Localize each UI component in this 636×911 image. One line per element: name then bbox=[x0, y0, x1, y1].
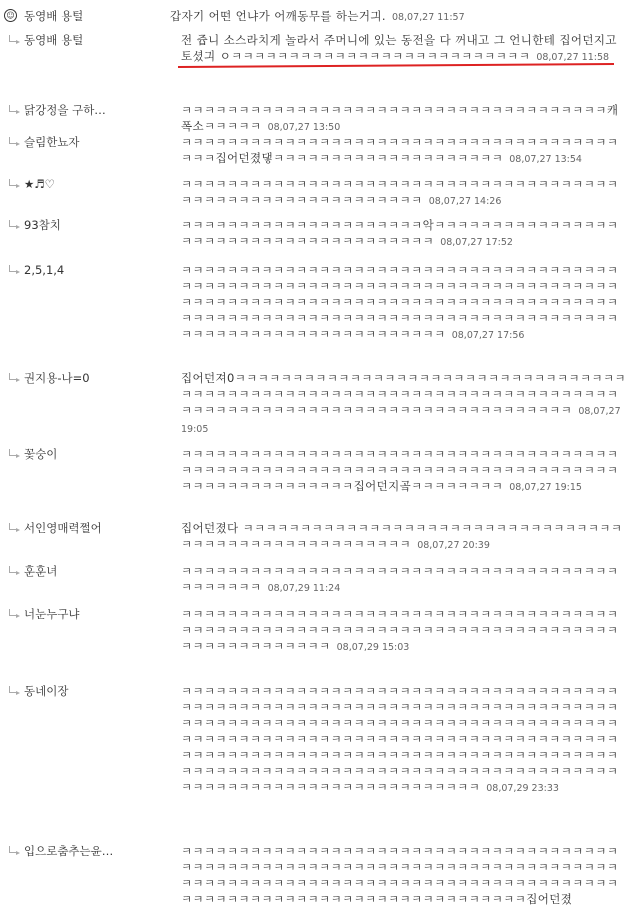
comment-author[interactable]: 2,5,1,4 bbox=[24, 263, 65, 277]
comment-author[interactable]: ★♬♡ bbox=[24, 177, 55, 191]
comment-date: 08,07,27 19:05 bbox=[181, 406, 621, 435]
comment-text: ㅋㅋㅋㅋㅋㅋㅋㅋㅋㅋㅋㅋㅋㅋㅋㅋㅋㅋㅋㅋㅋㅋㅋㅋㅋㅋㅋㅋㅋㅋㅋㅋㅋㅋㅋㅋㅋㅋㅋㅋㅋㅋㅋㅋㅋㅋㅋㅋㅋㅋㅋㅋㅋㅋㅋㅋㅋㅋㅋㅋㅋㅋㅋㅋㅋㅋㅋㅋㅋㅋㅋㅋㅋㅋㅋㅋㅋㅋㅋㅋㅋㅋㅋㅋㅋㅋㅋㅋㅋㅋㅋㅋㅋㅋㅋㅋㅋㅋㅋㅋㅋㅋㅋㅋㅋㅋㅋㅋㅋㅋㅋㅋㅋㅋㅋㅋㅋㅋㅋㅋㅋㅋㅋㅋㅋㅋㅋㅋㅋㅋㅋㅋㅋㅋㅋㅋㅋㅋㅋㅋㅋㅋㅋㅋ집어던졌 bbox=[181, 844, 619, 906]
comment-text: ㅋㅋㅋㅋㅋㅋㅋㅋㅋㅋㅋㅋㅋㅋㅋㅋㅋㅋㅋㅋㅋㅋㅋㅋㅋㅋㅋㅋㅋㅋㅋㅋㅋㅋㅋㅋㅋㅋㅋㅋㅋㅋㅋㅋㅋㅋㅋㅋㅋㅋㅋㅋㅋㅋㅋㅋㅋㅋㅋㅋㅋㅋㅋㅋㅋㅋㅋㅋㅋㅋㅋㅋㅋㅋㅋㅋㅋㅋㅋㅋㅋㅋㅋㅋㅋㅋㅋㅋㅋㅋㅋㅋㅋㅋㅋㅋㅋㅋㅋㅋㅋㅋㅋㅋㅋㅋㅋㅋㅋㅋㅋㅋㅋㅋㅋㅋㅋㅋㅋㅋㅋㅋㅋㅋㅋㅋㅋㅋㅋㅋㅋㅋㅋㅋㅋㅋㅋㅋㅋㅋㅋㅋㅋㅋㅋㅋㅋㅋㅋㅋㅋㅋㅋㅋㅋㅋㅋㅋㅋㅋㅋㅋㅋㅋㅋㅋㅋㅋㅋㅋㅋㅋㅋㅋㅋ bbox=[181, 263, 619, 341]
comment-body bbox=[181, 843, 629, 907]
comment-body bbox=[181, 446, 629, 496]
comment-text: ㅋㅋㅋㅋㅋㅋㅋㅋㅋㅋㅋㅋㅋㅋㅋㅋㅋㅋㅋㅋㅋㅋㅋㅋㅋㅋㅋㅋㅋㅋㅋㅋㅋㅋㅋㅋㅋㅋㅋㅋㅋㅋㅋㅋㅋㅋㅋㅋㅋㅋㅋㅋㅋㅋㅋㅋㅋㅋㅋㅋㅋㅋㅋㅋㅋㅋㅋㅋㅋㅋㅋㅋㅋㅋㅋㅋㅋㅋㅋㅋㅋㅋㅋㅋㅋㅋㅋㅋㅋㅋㅋㅋㅋㅋㅋㅋㅋㅋㅋㅋㅋㅋㅋㅋㅋㅋㅋㅋㅋㅋㅋㅋㅋㅋㅋㅋㅋㅋㅋㅋㅋㅋㅋㅋㅋㅋㅋㅋㅋㅋㅋㅋㅋㅋㅋㅋㅋㅋㅋㅋㅋㅋㅋㅋㅋㅋㅋㅋㅋㅋㅋㅋㅋㅋㅋㅋㅋㅋㅋㅋㅋㅋㅋㅋㅋㅋㅋㅋㅋㅋㅋㅋㅋㅋㅋㅋㅋㅋㅋㅋㅋㅋㅋㅋㅋㅋㅋㅋㅋㅋㅋㅋㅋㅋㅋㅋㅋㅋㅋㅋㅋㅋㅋㅋㅋㅋㅋㅋㅋㅋㅋㅋㅋㅋㅋㅋㅋㅋㅋㅋㅋㅋㅋㅋㅋㅋㅋㅋㅋㅋㅋㅋㅋㅋㅋㅋㅋㅋㅋㅋㅋㅋㅋㅋㅋㅋㅋㅋㅋㅋㅋㅋㅋㅋ bbox=[181, 684, 619, 794]
comment-date: 08,07,29 15:03 bbox=[336, 642, 410, 653]
comment-author[interactable]: 동영배 용털 bbox=[24, 33, 84, 47]
reply-arrow-icon bbox=[9, 566, 16, 573]
comment-body bbox=[181, 102, 629, 136]
circled-glyph-icon: ☺ bbox=[4, 9, 17, 22]
comment-text: ㅋㅋㅋㅋㅋㅋㅋㅋㅋㅋㅋㅋㅋㅋㅋㅋㅋㅋㅋㅋㅋㅋㅋㅋㅋㅋㅋㅋㅋㅋㅋㅋㅋㅋㅋㅋㅋㅋㅋㅋㅋ집어던졌댛ㅋㅋㅋㅋㅋㅋㅋㅋㅋㅋㅋㅋㅋㅋㅋㅋㅋㅋㅋㅋ bbox=[181, 135, 619, 165]
reply-arrow-icon bbox=[9, 105, 16, 112]
comment-author[interactable]: 동네이장 bbox=[24, 684, 69, 698]
reply-arrow-icon bbox=[9, 179, 16, 186]
comment-body bbox=[181, 370, 629, 438]
comment-text: ㅋㅋㅋㅋㅋㅋㅋㅋㅋㅋㅋㅋㅋㅋㅋㅋㅋㅋㅋㅋㅋㅋㅋㅋㅋㅋㅋㅋㅋㅋㅋㅋㅋㅋㅋㅋㅋㅋㅋㅋㅋㅋㅋㅋㅋㅋㅋㅋㅋㅋㅋㅋㅋㅋㅋㅋㅋㅋㅋ bbox=[181, 177, 619, 207]
comment-text: ㅋㅋㅋㅋㅋㅋㅋㅋㅋㅋㅋㅋㅋㅋㅋㅋㅋㅋㅋㅋㅋ악ㅋㅋㅋㅋㅋㅋㅋㅋㅋㅋㅋㅋㅋㅋㅋㅋㅋㅋㅋㅋㅋㅋㅋㅋㅋㅋㅋㅋㅋㅋㅋㅋㅋㅋㅋㅋㅋㅋ bbox=[181, 218, 619, 248]
reply-arrow-icon bbox=[9, 220, 16, 227]
comment-date: 08,07,27 11:57 bbox=[391, 12, 465, 23]
comment-body bbox=[181, 134, 629, 168]
comment-author[interactable]: 93참치 bbox=[24, 218, 61, 232]
reply-arrow-icon bbox=[9, 449, 16, 456]
reply-arrow-icon bbox=[9, 686, 16, 693]
comment-text: 집어던져0ㅋㅋㅋㅋㅋㅋㅋㅋㅋㅋㅋㅋㅋㅋㅋㅋㅋㅋㅋㅋㅋㅋㅋㅋㅋㅋㅋㅋㅋㅋㅋㅋㅋㅋㅋㅋㅋㅋㅋㅋㅋㅋㅋㅋㅋㅋㅋㅋㅋㅋㅋㅋㅋㅋㅋㅋㅋㅋㅋㅋㅋㅋㅋㅋㅋㅋㅋㅋㅋㅋㅋㅋㅋㅋㅋㅋㅋㅋㅋㅋㅋㅋㅋㅋㅋㅋㅋㅋㅋㅋㅋㅋㅋㅋㅋㅋㅋㅋㅋㅋㅋㅋㅋㅋㅋㅋ bbox=[181, 371, 627, 417]
comment-author[interactable]: 서인영매력쩔어 bbox=[24, 521, 102, 535]
comment-author[interactable]: 동영배 용털 bbox=[24, 9, 84, 23]
comment-body bbox=[181, 262, 629, 344]
comment-date: 08,07,29 11:24 bbox=[267, 583, 341, 594]
comment-text: ㅋㅋㅋㅋㅋㅋㅋㅋㅋㅋㅋㅋㅋㅋㅋㅋㅋㅋㅋㅋㅋㅋㅋㅋㅋㅋㅋㅋㅋㅋㅋㅋㅋㅋㅋㅋㅋㅋㅋㅋㅋㅋㅋㅋㅋㅋㅋㅋㅋㅋㅋㅋㅋㅋㅋㅋㅋㅋㅋㅋㅋㅋㅋㅋㅋㅋㅋㅋㅋㅋㅋㅋㅋㅋㅋㅋㅋㅋㅋㅋㅋㅋㅋㅋㅋㅋㅋㅋㅋ bbox=[181, 607, 619, 653]
comment-date: 08,07,27 11:58 bbox=[536, 52, 610, 63]
comment-body bbox=[181, 217, 629, 251]
comment-author[interactable]: 너눈누구냐 bbox=[24, 607, 80, 621]
reply-arrow-icon bbox=[9, 846, 16, 853]
comment-author[interactable]: 꽃숭이 bbox=[24, 447, 58, 461]
comment-author[interactable]: 입으로춤추는윤… bbox=[24, 844, 114, 858]
comment-date: 08,07,27 17:52 bbox=[440, 237, 513, 248]
reply-arrow-icon bbox=[9, 609, 16, 616]
comment-date: 08,07,27 13:54 bbox=[509, 154, 582, 165]
comment-body bbox=[181, 32, 629, 66]
comment-body bbox=[181, 563, 629, 597]
comment-body bbox=[181, 606, 629, 656]
reply-arrow-icon bbox=[9, 373, 16, 380]
reply-arrow-icon bbox=[9, 137, 16, 144]
reply-arrow-icon bbox=[9, 35, 16, 42]
comment-body bbox=[170, 8, 618, 26]
comment-body bbox=[181, 683, 629, 797]
comment-text: ㅋㅋㅋㅋㅋㅋㅋㅋㅋㅋㅋㅋㅋㅋㅋㅋㅋㅋㅋㅋㅋㅋㅋㅋㅋㅋㅋㅋㅋㅋㅋㅋㅋㅋㅋㅋㅋ캐폭소ㅋㅋㅋㅋㅋ bbox=[181, 103, 619, 133]
comment-body bbox=[181, 520, 629, 554]
reply-arrow-icon bbox=[9, 265, 16, 272]
comment-body bbox=[181, 176, 629, 210]
comment-date: 08,07,27 13:50 bbox=[267, 122, 341, 133]
comment-date: 08,07,27 20:39 bbox=[417, 540, 490, 551]
comment-text: 전 쥽니 소스라치게 놀라서 주머니에 있는 동전을 다 꺼내고 그 언니한테 집어던지고 토셨긔 ㅇㅋㅋㅋㅋㅋㅋㅋㅋㅋㅋㅋㅋㅋㅋㅋㅋㅋㅋㅋㅋㅋㅋㅋㅋㅋㅋ bbox=[181, 33, 617, 63]
comment-date: 08,07,29 23:33 bbox=[486, 783, 559, 794]
comment-date: 08,07,27 17:56 bbox=[451, 330, 525, 341]
comment-author[interactable]: 슬림한뇨자 bbox=[24, 135, 80, 149]
comment-date: 08,07,27 14:26 bbox=[428, 196, 502, 207]
comment-text: 갑자기 어떤 언냐가 어깨동무를 하는거긔. bbox=[170, 9, 386, 23]
comment-author[interactable]: 훈훈녀 bbox=[24, 564, 58, 578]
comment-text: 집어던졌다 ㅋㅋㅋㅋㅋㅋㅋㅋㅋㅋㅋㅋㅋㅋㅋㅋㅋㅋㅋㅋㅋㅋㅋㅋㅋㅋㅋㅋㅋㅋㅋㅋㅋㅋㅋㅋㅋㅋㅋㅋㅋㅋㅋㅋㅋㅋㅋㅋㅋㅋㅋㅋㅋ bbox=[181, 521, 623, 551]
comment-author[interactable]: 권지용-나=0 bbox=[24, 371, 90, 385]
comment-author[interactable]: 닭강정을 구하… bbox=[24, 103, 106, 117]
comment-text: ㅋㅋㅋㅋㅋㅋㅋㅋㅋㅋㅋㅋㅋㅋㅋㅋㅋㅋㅋㅋㅋㅋㅋㅋㅋㅋㅋㅋㅋㅋㅋㅋㅋㅋㅋㅋㅋㅋㅋㅋㅋㅋㅋㅋㅋ bbox=[181, 564, 619, 594]
comment-date: 08,07,27 19:15 bbox=[509, 482, 582, 493]
reply-arrow-icon bbox=[9, 523, 16, 530]
comment-text: ㅋㅋㅋㅋㅋㅋㅋㅋㅋㅋㅋㅋㅋㅋㅋㅋㅋㅋㅋㅋㅋㅋㅋㅋㅋㅋㅋㅋㅋㅋㅋㅋㅋㅋㅋㅋㅋㅋㅋㅋㅋㅋㅋㅋㅋㅋㅋㅋㅋㅋㅋㅋㅋㅋㅋㅋㅋㅋㅋㅋㅋㅋㅋㅋㅋㅋㅋㅋㅋㅋㅋㅋㅋㅋㅋㅋㅋㅋㅋㅋㅋㅋㅋㅋㅋㅋㅋㅋㅋㅋㅋ집어던지곸ㅋㅋㅋㅋㅋㅋㅋㅋ bbox=[181, 447, 619, 493]
